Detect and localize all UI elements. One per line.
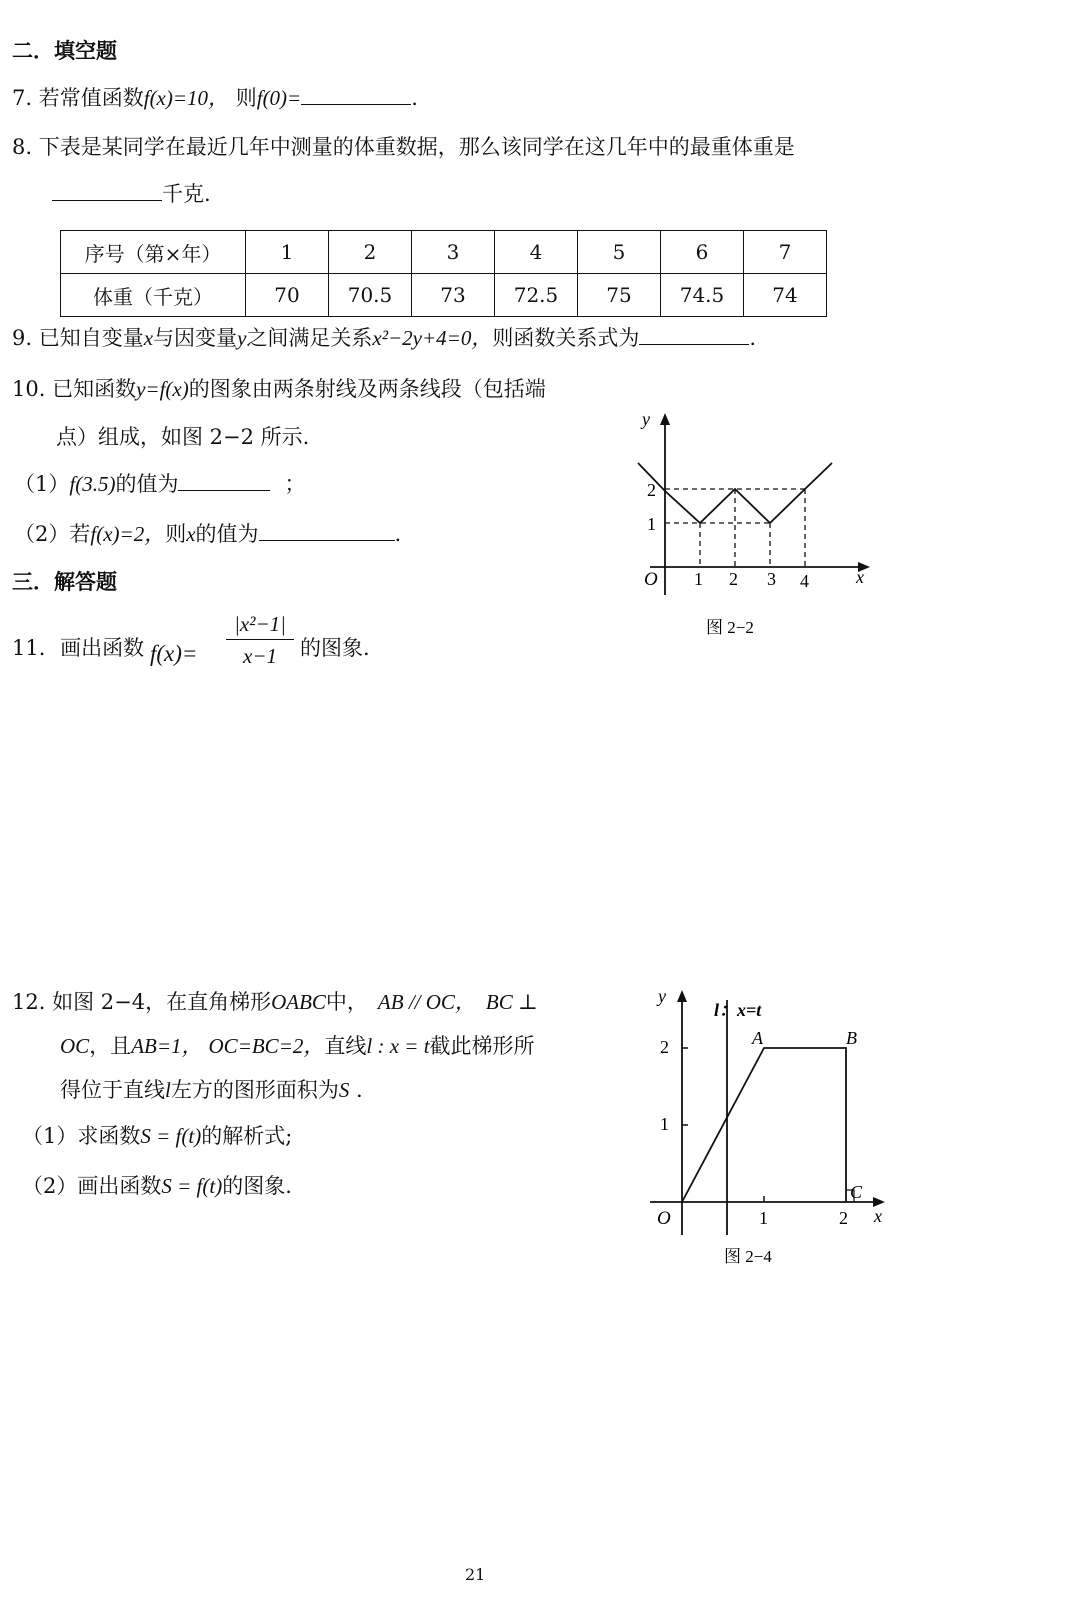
origin-label: O (657, 1208, 671, 1229)
question-12: 12. 如图 2−4，在直角梯形OABC中， AB // OC， BC ⊥ (12, 990, 538, 1014)
x-tick-label: 2 (839, 1208, 848, 1228)
table-header-cell: 体重（千克） (61, 274, 246, 317)
question-number: 11. (12, 636, 46, 660)
question-12-part2: （2）画出函数S = f(t)的图象. (22, 1174, 292, 1198)
figure-caption: 图 2−4 (724, 1247, 772, 1266)
question-10-part1: （1）f(3.5)的值为 ； (14, 472, 306, 496)
table-cell: 70.5 (329, 274, 412, 317)
question-11: 11. 画出函数 (12, 636, 145, 660)
q11-fraction: |x²−1| x−1 (226, 612, 294, 669)
y-tick-label: 2 (660, 1037, 669, 1057)
x-tick-label: 1 (759, 1208, 768, 1228)
answer-blank[interactable] (301, 86, 411, 105)
table-cell: 72.5 (495, 274, 578, 317)
figure-2-4 (640, 980, 900, 1275)
x-axis-label: x (856, 567, 864, 587)
question-number: 8. (12, 135, 33, 159)
answer-blank[interactable] (52, 182, 162, 201)
section-heading-fill-in: 二．填空题 (12, 38, 117, 63)
q11-tail: 的图象. (300, 636, 370, 660)
point-B-label: B (846, 1028, 857, 1048)
x-tick-label: 1 (694, 569, 703, 589)
page-number: 21 (465, 1565, 486, 1584)
figure-caption: 图 2−2 (706, 618, 754, 637)
answer-blank[interactable] (639, 326, 749, 345)
question-number: 9. (12, 326, 33, 350)
section-heading-solutions: 三．解答题 (12, 569, 117, 594)
table-cell: 4 (495, 231, 578, 274)
answer-blank[interactable] (259, 522, 395, 541)
table-cell: 7 (744, 231, 827, 274)
question-8: 8. 下表是某同学在最近几年中测量的体重数据，那么该同学在这几年中的最重体重是 (12, 135, 795, 159)
answer-blank[interactable] (178, 472, 270, 491)
question-number: 7. (12, 86, 33, 110)
table-cell: 5 (578, 231, 661, 274)
q11-lhs: f(x)= (150, 641, 198, 666)
question-12-line2: OC，且AB=1， OC=BC=2，直线l : x = t截此梯形所 (60, 1034, 535, 1058)
table-cell: 74.5 (661, 274, 744, 317)
table-cell: 70 (246, 274, 329, 317)
table-cell: 6 (661, 231, 744, 274)
x-tick-label: 3 (767, 569, 776, 589)
question-10-part2: （2）若f(x)=2，则x的值为 . (14, 522, 402, 546)
table-cell: 1 (246, 231, 329, 274)
y-axis-label: y (658, 986, 666, 1006)
line-l-label: l：x=t (714, 1000, 762, 1020)
question-10: 10. 已知函数y=f(x)的图象由两条射线及两条线段（包括端 (12, 377, 546, 401)
table-cell: 75 (578, 274, 661, 317)
table-row-years (61, 231, 827, 274)
table-cell: 73 (412, 274, 495, 317)
y-tick-label: 1 (660, 1114, 669, 1134)
x-tick-label: 4 (800, 571, 809, 591)
question-8-answer-line: 千克. (52, 182, 211, 207)
table-cell: 2 (329, 231, 412, 274)
question-10-line2: 点）组成，如图 2−2 所示. (56, 425, 310, 449)
weight-table (60, 230, 827, 317)
question-number: 12. (12, 990, 46, 1014)
y-tick-label: 1 (647, 514, 656, 534)
question-7: 7. 若常值函数f(x)=10， 则f(0)= . (12, 86, 418, 110)
table-cell: 3 (412, 231, 495, 274)
y-axis-arrow-icon (660, 413, 670, 425)
table-header-cell: 序号（第×年） (61, 231, 246, 274)
x-axis-label: x (874, 1206, 882, 1226)
x-tick-label: 2 (729, 569, 738, 589)
table-row-weights (61, 274, 827, 317)
point-C-label: C (850, 1182, 863, 1202)
question-12-line3: 得位于直线l左方的图形面积为S . (60, 1078, 363, 1102)
origin-label: O (644, 569, 658, 590)
question-9: 9. 已知自变量x与因变量y之间满足关系x²−2y+4=0，则函数关系式为 . (12, 326, 757, 350)
point-A-label: A (752, 1028, 763, 1048)
table-cell: 74 (744, 274, 827, 317)
figure-2-2 (620, 405, 880, 640)
y-tick-label: 2 (647, 480, 656, 500)
question-12-part1: （1）求函数S = f(t)的解析式; (22, 1124, 293, 1148)
y-axis-arrow-icon (677, 990, 687, 1002)
trapezoid-OABC (682, 1048, 846, 1202)
question-number: 10. (12, 377, 46, 401)
y-axis-label: y (642, 409, 650, 429)
